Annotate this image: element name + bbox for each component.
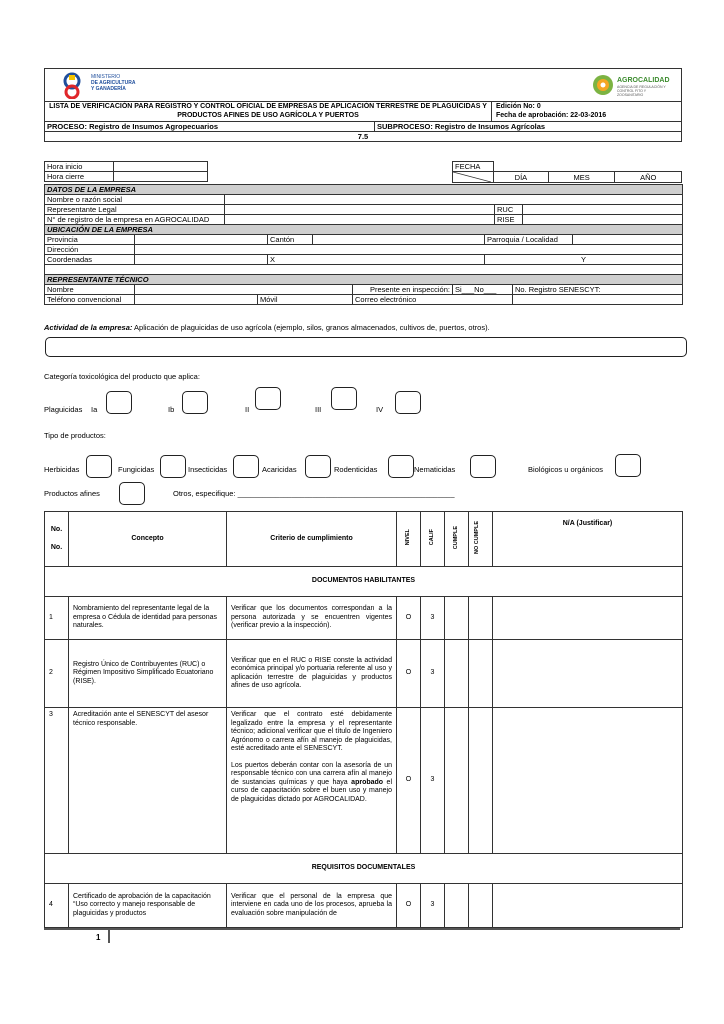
- header-logos: [45, 69, 682, 102]
- otros-field[interactable]: Otros, especifique: ____________________________________________________: [173, 489, 455, 498]
- nematicidas-checkbox[interactable]: [470, 455, 496, 478]
- category-ii-checkbox[interactable]: [255, 387, 281, 410]
- start-time-label: Hora inicio: [45, 162, 114, 172]
- year-field[interactable]: AÑO: [615, 172, 682, 183]
- blank-row: [45, 265, 683, 275]
- canton-label: Cantón: [268, 235, 313, 245]
- toxic-category-label: Categoría toxicológica del producto que aplica:: [44, 372, 200, 381]
- table-row: [45, 884, 683, 928]
- edition-number: Edición No: 0: [496, 103, 541, 110]
- agency-logo: AGROCALIDAD AGENCIA DE REGULACIÓN Y CONTROL FITO Y ZOOSANITARIO: [591, 72, 673, 99]
- row-criteria-note: Los puertos deberán contar con la asesoría de un responsable técnico con una carrera afín al manejo de sustancias químicas y que haya aprobado el curso de capacitación sobre el buen uso y manejo de plaguicidas dictado por AGROCALIDAD.: [231, 761, 392, 803]
- row-criteria-cell: [227, 708, 397, 854]
- ministry-logo-text: MINISTERIO DE AGRICULTURA Y GANADERÍA: [91, 74, 136, 92]
- fungicidas-checkbox[interactable]: [160, 455, 186, 478]
- row-no-cumple-cell[interactable]: [469, 884, 493, 928]
- acaricidas-label: Acaricidas: [262, 465, 297, 474]
- checklist-table-wrap: [44, 511, 682, 928]
- row-number: 1: [45, 597, 69, 640]
- coordinates-field-a[interactable]: [135, 255, 268, 265]
- row-nivel: O: [397, 884, 421, 928]
- category-ib-label: Ib: [168, 405, 175, 414]
- date-label: FECHA: [453, 162, 494, 172]
- acaricidas-checkbox[interactable]: [305, 455, 331, 478]
- subprocess-label: SUBPROCESO: Registro de Insumos Agrícolas: [375, 122, 682, 132]
- company-info-block: [44, 184, 682, 305]
- footer-rule: [44, 928, 680, 930]
- fungicidas-label: Fungicidas: [118, 465, 155, 474]
- end-time-label: Hora cierre: [45, 172, 114, 182]
- nematicidas-label: Nematicidas: [414, 465, 456, 474]
- ministry-logo: [57, 72, 87, 99]
- company-name-label: Nombre o razón social: [45, 195, 225, 205]
- row-na-cell[interactable]: [493, 597, 683, 640]
- category-iii-label: III: [315, 405, 322, 414]
- category-ia-checkbox[interactable]: [106, 391, 132, 414]
- parish-label: Parroquia / Localidad: [485, 235, 573, 245]
- email-field[interactable]: [513, 295, 683, 305]
- checklist-table: [44, 511, 683, 928]
- biologicos-label: Biológicos u orgánicos: [528, 465, 604, 474]
- category-iv-label: IV: [376, 405, 384, 414]
- company-section-heading: DATOS DE LA EMPRESA: [45, 185, 683, 195]
- activity-text: Aplicación de plaguicidas de uso agrícola (ejemplo, silos, granos almacenados, cultivos de, puertos, otros).: [134, 323, 490, 332]
- section-requisitos-documentales: REQUISITOS DOCUMENTALES: [45, 854, 683, 884]
- category-ib-checkbox[interactable]: [182, 391, 208, 414]
- activity-input[interactable]: [45, 337, 687, 357]
- coordinate-y-label: Y: [581, 255, 587, 264]
- row-concept: Nombramiento del representante legal de la empresa o Cédula de identidad para personas naturales.: [69, 597, 227, 640]
- category-ii-label: II: [245, 405, 250, 414]
- productos-afines-checkbox[interactable]: [119, 482, 145, 505]
- row-number: 2: [45, 640, 69, 708]
- phone-field[interactable]: [135, 295, 258, 305]
- herbicidas-label: Herbicidas: [44, 465, 80, 474]
- row-cumple-cell[interactable]: [445, 884, 469, 928]
- row-cumple-cell[interactable]: [445, 708, 469, 854]
- time-block: [44, 161, 682, 183]
- activity-line: [44, 323, 490, 332]
- header-calif: CALIF: [421, 512, 445, 567]
- row-no-cumple-cell[interactable]: [469, 640, 493, 708]
- row-calif: 3: [421, 884, 445, 928]
- row-nivel: O: [397, 708, 421, 854]
- legal-rep-label: Representante Legal: [45, 205, 225, 215]
- footer-divider: [108, 930, 110, 943]
- table-row: [45, 708, 683, 854]
- biologicos-checkbox[interactable]: [615, 454, 641, 477]
- day-field[interactable]: DÍA: [494, 172, 549, 183]
- header-no-cumple: NO CUMPLE: [469, 512, 493, 567]
- phone-label: Teléfono convencional: [45, 295, 135, 305]
- category-iii-checkbox[interactable]: [331, 387, 357, 410]
- registration-number-label: N° de registro de la empresa en AGROCALIDAD: [45, 215, 225, 225]
- edition-info: [492, 102, 682, 122]
- plaguicidas-label: Plaguicidas: [44, 405, 83, 414]
- row-calif: 3: [421, 708, 445, 854]
- row-na-cell[interactable]: [493, 884, 683, 928]
- start-time-field[interactable]: [114, 162, 208, 172]
- row-na-cell[interactable]: [493, 708, 683, 854]
- row-calif: 3: [421, 597, 445, 640]
- province-label: Provincia: [45, 235, 135, 245]
- header-cumple: CUMPLE: [445, 512, 469, 567]
- month-field[interactable]: MES: [548, 172, 615, 183]
- rise-field[interactable]: [523, 215, 683, 225]
- row-concept: Certificado de aprobación de la capacitación “Uso correcto y manejo responsable de plaguicidas y productos: [69, 884, 227, 928]
- row-na-cell[interactable]: [493, 640, 683, 708]
- header-nivel: NIVEL: [397, 512, 421, 567]
- header-concept: Concepto: [69, 512, 227, 567]
- section-documentos-habilitantes: DOCUMENTOS HABILITANTES: [45, 567, 683, 597]
- row-cumple-cell[interactable]: [445, 640, 469, 708]
- ruc-label: RUC: [495, 205, 523, 215]
- table-row: [45, 640, 683, 708]
- address-label: Dirección: [45, 245, 135, 255]
- insecticidas-label: Insecticidas: [188, 465, 228, 474]
- approval-date: Fecha de aprobación: 22-03-2016: [496, 111, 607, 119]
- product-types-label: Tipo de productos:: [44, 431, 106, 440]
- present-label: Presente en inspección:: [353, 285, 453, 295]
- registration-number-field[interactable]: [225, 215, 495, 225]
- category-ia-label: Ia: [91, 405, 98, 414]
- header-na: N/A (Justificar): [493, 512, 683, 567]
- page-number: 1: [96, 933, 101, 942]
- herbicidas-checkbox[interactable]: [86, 455, 112, 478]
- table-row: [45, 597, 683, 640]
- coordinates-label: Coordenadas: [45, 255, 135, 265]
- company-name-field[interactable]: [225, 195, 683, 205]
- canton-field[interactable]: [313, 235, 485, 245]
- date-diagonal: [453, 172, 494, 183]
- productos-afines-label: Productos afines: [44, 489, 100, 498]
- row-cumple-cell[interactable]: [445, 597, 469, 640]
- legal-rep-field[interactable]: [225, 205, 495, 215]
- code-label: 7.5: [45, 132, 682, 142]
- address-field[interactable]: [135, 245, 683, 255]
- ruc-field[interactable]: [523, 205, 683, 215]
- province-field[interactable]: [135, 235, 268, 245]
- header-no: No. No.: [45, 512, 69, 567]
- coordinate-x-label: X: [270, 255, 276, 264]
- activity-label: Actividad de la empresa:: [44, 323, 133, 332]
- row-no-cumple-cell[interactable]: [469, 708, 493, 854]
- coordinate-y-field[interactable]: [485, 255, 683, 265]
- tech-name-label: Nombre: [45, 285, 135, 295]
- tech-name-field[interactable]: [135, 285, 353, 295]
- rise-label: RISE: [495, 215, 523, 225]
- row-criteria: Verificar que el personal de la empresa que interviene en cada uno de los procesos, aprueba la evaluación sobre manipulación de: [227, 884, 397, 928]
- row-nivel: O: [397, 597, 421, 640]
- header-criteria: Criterio de cumplimiento: [227, 512, 397, 567]
- present-si-no-field[interactable]: Si___No___: [453, 285, 513, 295]
- row-criteria: Verificar que los documentos correspondan a la persona autorizada y se encuentren vigentes (verificar previo a la inspección).: [227, 597, 397, 640]
- email-label: Correo electrónico: [353, 295, 513, 305]
- row-criteria: Verificar que en el RUC o RISE conste la actividad económica principal y/o portuaria referente al uso y aplicación terrestre de plaguicidas y productos afines de uso agrícola.: [227, 640, 397, 708]
- row-concept: Acreditación ante el SENESCYT del asesor técnico responsable.: [69, 708, 227, 854]
- row-criteria: Verificar que el contrato esté debidamente legalizado entre la empresa y el representante técnico; adicional verificar que el título de Ingeniero Agrónomo o carrera afín al manejo de plaguicidas, esté acreditado ante el SENESCYT.: [231, 711, 392, 752]
- end-time-field[interactable]: [114, 172, 208, 182]
- rodenticidas-checkbox[interactable]: [388, 455, 414, 478]
- document-title: LISTA DE VERIFICACIÓN PARA REGISTRO Y CONTROL OFICIAL DE EMPRESAS DE APLICACIÓN TERRESTRE DE PLAGUICIDAS Y PRODUCTOS AFINES DE USO AGRÍCOLA Y PUERTOS: [45, 102, 492, 122]
- tech-section-heading: REPRESENTANTE TÉCNICO: [45, 275, 683, 285]
- parish-field[interactable]: [573, 235, 683, 245]
- header-block: [44, 68, 682, 142]
- insecticidas-checkbox[interactable]: [233, 455, 259, 478]
- location-section-heading: UBICACIÓN DE LA EMPRESA: [45, 225, 683, 235]
- mobile-label: Móvil: [258, 295, 353, 305]
- senescyt-label: No. Registro SENESCYT:: [513, 285, 683, 295]
- row-concept: Registro Único de Contribuyentes (RUC) o Régimen Impositivo Simplificado Ecuatoriano (RISE).: [69, 640, 227, 708]
- rodenticidas-label: Rodenticidas: [334, 465, 378, 474]
- row-number: 3: [45, 708, 69, 854]
- coordinate-x-field[interactable]: [268, 255, 485, 265]
- row-no-cumple-cell[interactable]: [469, 597, 493, 640]
- row-number: 4: [45, 884, 69, 928]
- category-iv-checkbox[interactable]: [395, 391, 421, 414]
- row-calif: 3: [421, 640, 445, 708]
- row-nivel: O: [397, 640, 421, 708]
- process-label: PROCESO: Registro de Insumos Agropecuarios: [45, 122, 375, 132]
